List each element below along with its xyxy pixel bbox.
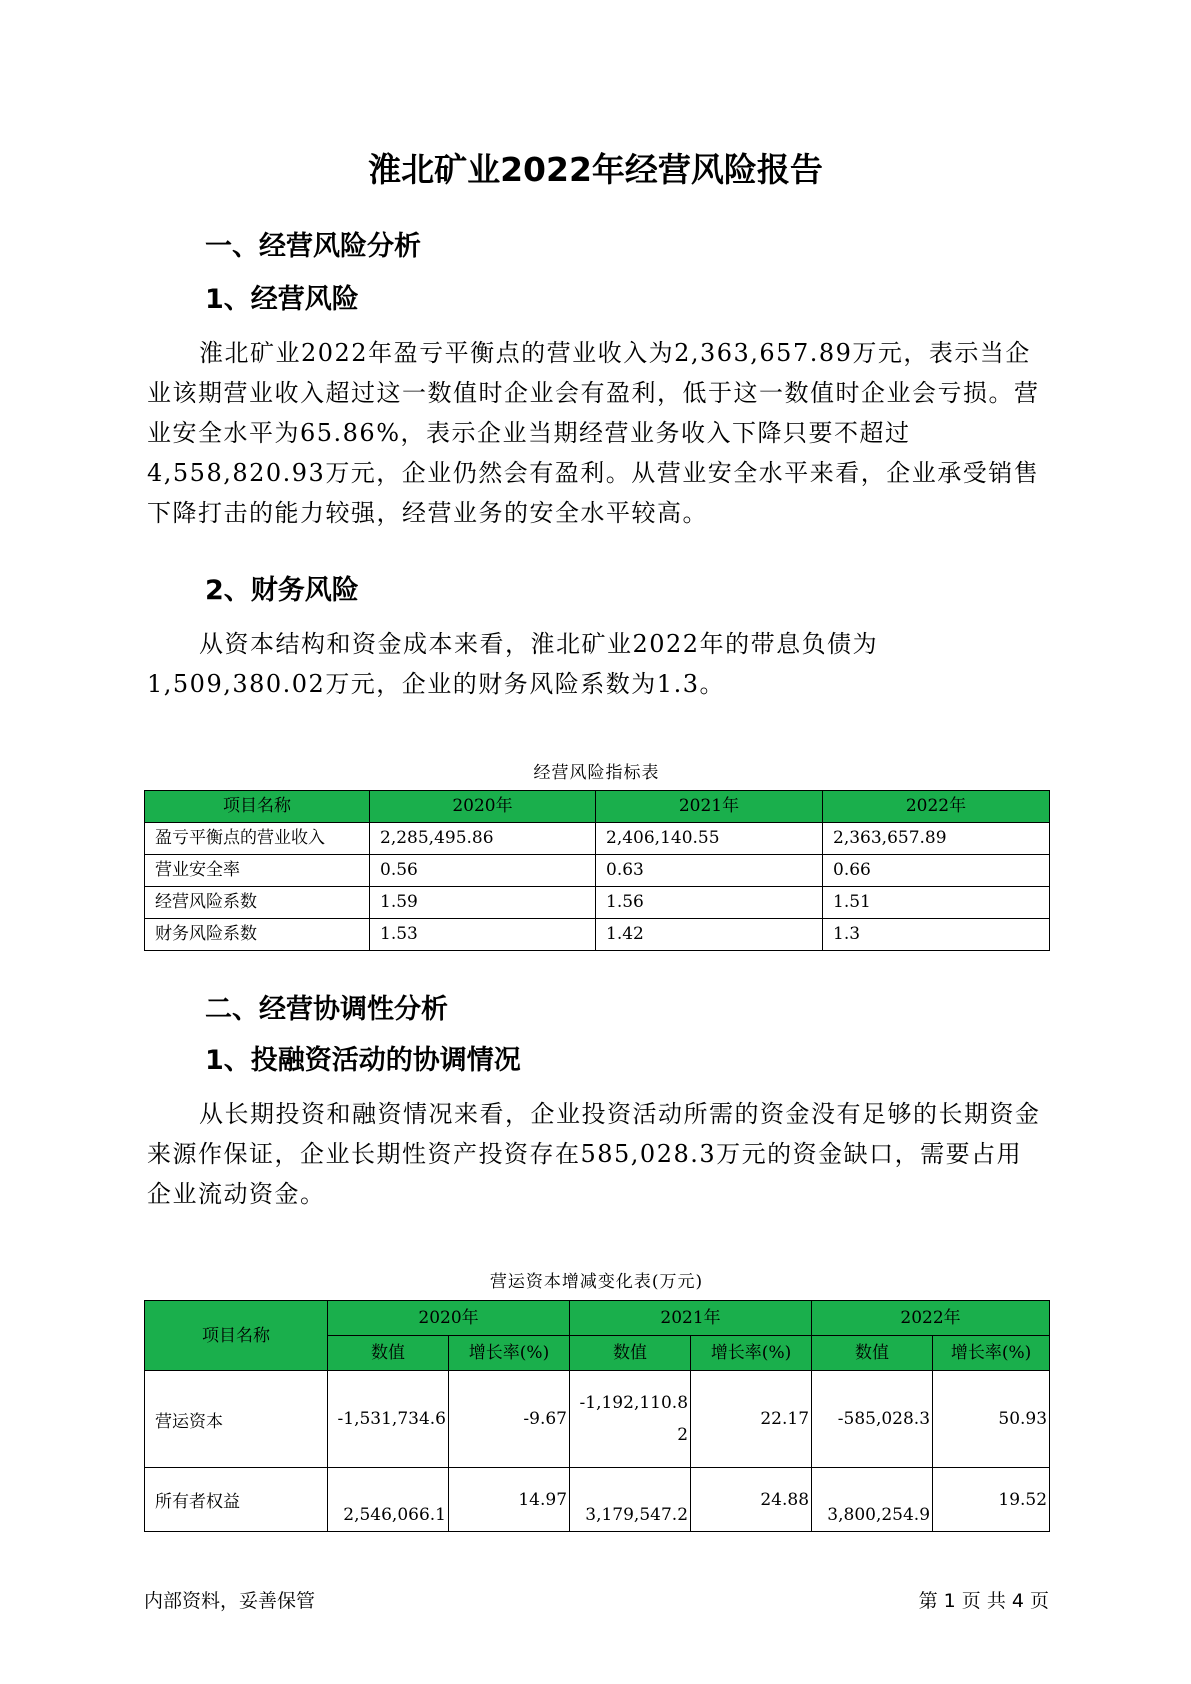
table-cell: 1.51 [823,887,1050,919]
risk-indicator-table [144,790,1050,951]
header-cell: 2022年 [823,791,1050,823]
page-title: 淮北矿业2022年经营风险报告 [368,150,823,189]
header-cell-year: 2021年 [570,1301,812,1336]
table-row [145,823,1050,855]
table-cell: 2,285,495.86 [370,823,596,855]
paragraph-financial-risk: 从资本结构和资金成本来看，淮北矿业2022年的带息负债为1,509,380.02万元，企业的财务风险系数为1.3。 [147,630,879,698]
table-cell: -9.67 [449,1371,570,1468]
header-cell-rate: 增长率(%) [933,1336,1050,1371]
header-cell: 2020年 [370,791,596,823]
table-cell: -1,192,110.82 [570,1371,691,1468]
subheading-operating-risk: 1、经营风险 [205,284,359,315]
table-cell-label: 营运资本 [145,1371,328,1468]
table-cell: 19.52 [933,1468,1050,1532]
table1-caption: 经营风险指标表 [533,763,660,783]
table-header-row [145,1301,1050,1336]
table-cell: 0.66 [823,855,1050,887]
table-row [145,919,1050,951]
paragraph-investment-financing: 从长期投资和融资情况来看，企业投资活动所需的资金没有足够的长期资金来源作保证，企业长期性资产投资存在585,028.3万元的资金缺口，需要占用企业流动资金。 [147,1100,1041,1208]
table-cell: 24.88 [691,1468,812,1532]
table-cell: 3,800,254.9 [812,1468,933,1532]
table-row [145,887,1050,919]
paragraph-operating-risk: 淮北矿业2022年盈亏平衡点的营业收入为2,363,657.89万元，表示当企业该期营业收入超过这一数值时企业会有盈利，低于这一数值时企业会亏损。营业安全水平为65.86%，表示企业当期经营业务收入下降只要不超过4,558,820.93万元，企业仍然会有盈利。从营业安全水平来看，企业承受销售下降打击的能力较强，经营业务的安全水平较高。 [147,339,1040,527]
header-cell-year: 2022年 [812,1301,1050,1336]
table-cell: 财务风险系数 [145,919,370,951]
table-cell: -585,028.3 [812,1371,933,1468]
footer-confidential-note: 内部资料，妥善保管 [144,1590,316,1612]
table-cell: 1.42 [596,919,823,951]
table-cell: -1,531,734.6 [328,1371,449,1468]
subheading-investment-financing: 1、投融资活动的协调情况 [205,1045,521,1076]
header-cell: 2021年 [596,791,823,823]
header-cell-value: 数值 [570,1336,691,1371]
table-cell: 22.17 [691,1371,812,1468]
table-cell: 营业安全率 [145,855,370,887]
table-cell: 2,363,657.89 [823,823,1050,855]
header-cell: 项目名称 [145,791,370,823]
table-cell-label: 所有者权益 [145,1468,328,1532]
table-row [145,1371,1050,1468]
table-cell: 1.59 [370,887,596,919]
table-cell: 盈亏平衡点的营业收入 [145,823,370,855]
section-heading-risk-analysis: 一、经营风险分析 [205,231,421,262]
section-heading-coordination: 二、经营协调性分析 [205,994,448,1025]
header-cell-year: 2020年 [328,1301,570,1336]
table-cell: 50.93 [933,1371,1050,1468]
header-cell-value: 数值 [328,1336,449,1371]
subheading-financial-risk: 2、财务风险 [205,575,359,606]
table-cell: 经营风险系数 [145,887,370,919]
header-cell-rate: 增长率(%) [449,1336,570,1371]
table2-caption: 营运资本增减变化表(万元) [489,1272,704,1292]
table-cell: 0.63 [596,855,823,887]
table-cell: 2,546,066.1 [328,1468,449,1532]
header-cell-rate: 增长率(%) [691,1336,812,1371]
table-cell: 3,179,547.2 [570,1468,691,1532]
table-cell: 1.3 [823,919,1050,951]
header-cell-item: 项目名称 [145,1301,328,1371]
working-capital-table [144,1300,1050,1532]
table-header-row [145,791,1050,823]
table-row [145,855,1050,887]
footer-page-number: 第 1 页 共 4 页 [918,1590,1049,1612]
table-cell: 2,406,140.55 [596,823,823,855]
table-cell: 1.53 [370,919,596,951]
table-cell: 14.97 [449,1468,570,1532]
table-cell: 0.56 [370,855,596,887]
table-row [145,1468,1050,1532]
header-cell-value: 数值 [812,1336,933,1371]
table-cell: 1.56 [596,887,823,919]
